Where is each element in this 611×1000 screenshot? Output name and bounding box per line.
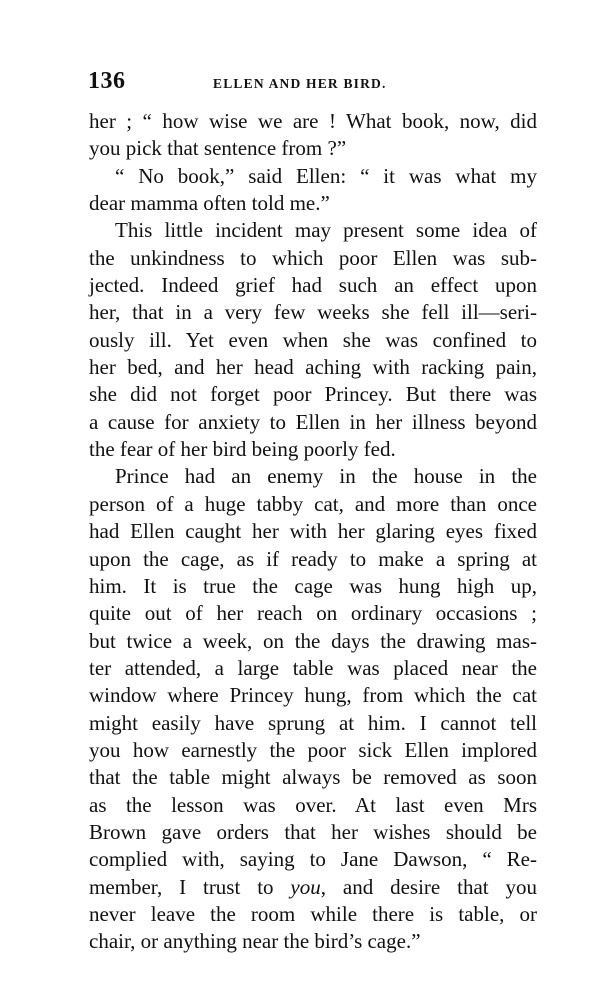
text-line: dear mamma often told me.” bbox=[89, 191, 330, 216]
text-line: the fear of her bird being poorly fed. bbox=[89, 437, 396, 462]
text-line: window where Princey hung, from which the cat bbox=[89, 683, 537, 708]
body-text bbox=[89, 108, 537, 956]
text-line: jected. Indeed grief had such an effect upon bbox=[89, 273, 537, 298]
text-line: her bed, and her head aching with racking pain, bbox=[89, 355, 537, 380]
text-line: “ No book,” said Ellen: “ it was what my bbox=[115, 163, 537, 188]
text-line: ter attended, a large table was placed near the bbox=[89, 655, 537, 680]
text-line: her, that in a very few weeks she fell ill—seri- bbox=[89, 300, 537, 325]
text-line: upon the cage, as if ready to make a spring at bbox=[89, 546, 537, 571]
text-line: but twice a week, on the days the drawing mas- bbox=[89, 628, 537, 653]
text-line: you pick that sentence from ?” bbox=[89, 136, 347, 161]
text-line: had Ellen caught her with her glaring eyes fixed bbox=[89, 519, 537, 544]
text-line: her ; “ how wise we are ! What book, now, did bbox=[89, 109, 537, 133]
text-line: a cause for anxiety to Ellen in her illness beyond bbox=[89, 409, 537, 434]
text-line: him. It is true the cage was hung high up, bbox=[89, 573, 537, 598]
text-line: chair, or anything near the bird’s cage.” bbox=[89, 929, 421, 954]
running-title: ELLEN AND HER BIRD. bbox=[213, 76, 387, 91]
text-segment: member, I trust to bbox=[89, 874, 291, 899]
text-segment: , and desire that you bbox=[320, 874, 537, 899]
text-line: you how earnestly the poor sick Ellen implored bbox=[89, 737, 537, 762]
text-line: quite out of her reach on ordinary occasions ; bbox=[89, 601, 537, 626]
text-line: person of a huge tabby cat, and more than once bbox=[89, 491, 537, 516]
text-line: might easily have sprung at him. I cannot tell bbox=[89, 710, 537, 735]
text-line: never leave the room while there is table, or bbox=[89, 901, 537, 926]
text-line: ously ill. Yet even when she was confined to bbox=[89, 327, 537, 352]
page-number: 136 bbox=[88, 68, 126, 94]
text-line: she did not forget poor Princey. But there was bbox=[89, 382, 537, 407]
text-line: that the table might always be removed as soon bbox=[89, 765, 537, 790]
text-line: Brown gave orders that her wishes should be bbox=[89, 819, 537, 844]
text-line-with-emphasis bbox=[89, 874, 537, 901]
text-line: Prince had an enemy in the house in the bbox=[115, 464, 537, 489]
text-line: the unkindness to which poor Ellen was sub- bbox=[89, 245, 537, 270]
running-head bbox=[88, 68, 536, 98]
text-line: This little incident may present some idea of bbox=[115, 218, 537, 243]
text-line: as the lesson was over. At last even Mrs bbox=[89, 792, 537, 817]
text-line: complied with, saying to Jane Dawson, “ Re- bbox=[89, 847, 537, 872]
emphasized-word: you bbox=[290, 874, 321, 899]
